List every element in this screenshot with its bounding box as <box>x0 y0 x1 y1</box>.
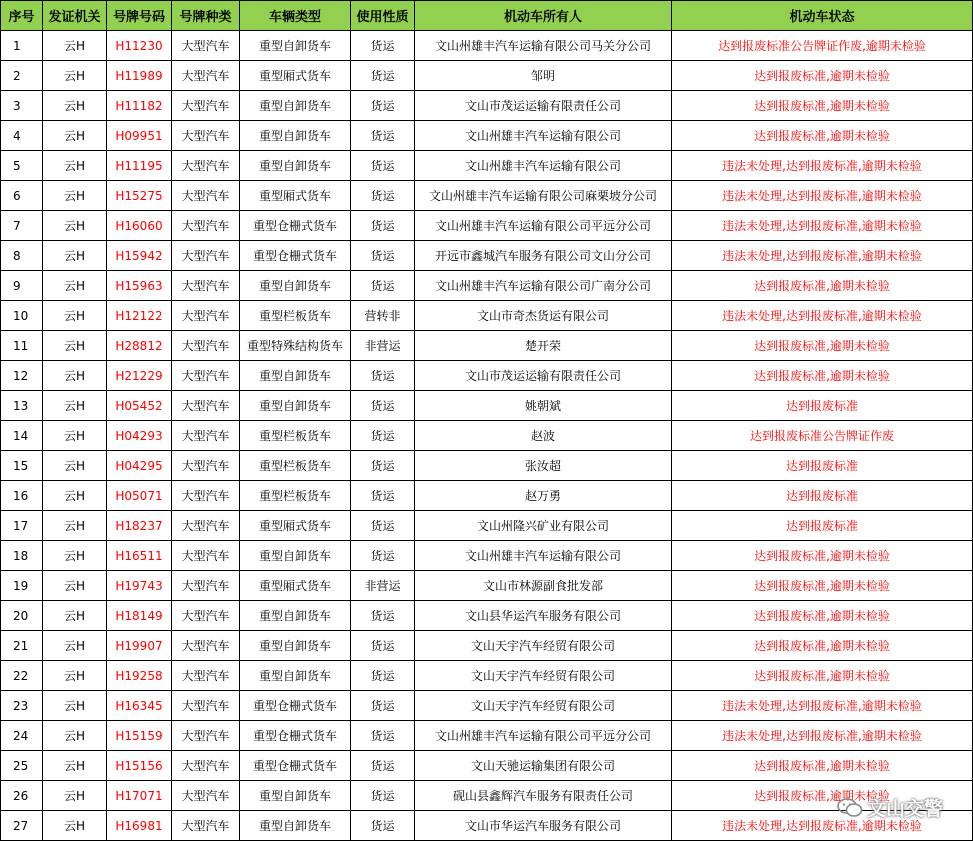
cell-vehicle-type: 重型自卸货车 <box>240 601 351 631</box>
cell-issuing-authority: 云H <box>43 361 107 391</box>
cell-usage: 非营运 <box>351 331 415 361</box>
cell-owner: 文山市奇杰货运有限公司 <box>415 301 672 331</box>
cell-usage: 货运 <box>351 211 415 241</box>
cell-issuing-authority: 云H <box>43 421 107 451</box>
cell-status: 违法未处理,达到报废标准,逾期未检验 <box>672 241 973 271</box>
cell-plate-number: H19258 <box>107 661 172 691</box>
cell-vehicle-type: 重型仓栅式货车 <box>240 751 351 781</box>
cell-issuing-authority: 云H <box>43 391 107 421</box>
cell-plate-number: H11182 <box>107 91 172 121</box>
cell-vehicle-type: 重型自卸货车 <box>240 811 351 841</box>
table-row <box>1 331 973 361</box>
table-row <box>1 151 973 181</box>
cell-usage: 货运 <box>351 751 415 781</box>
cell-status: 违法未处理,达到报废标准,逾期未检验 <box>672 301 973 331</box>
cell-issuing-authority: 云H <box>43 781 107 811</box>
cell-owner: 砚山县鑫辉汽车服务有限责任公司 <box>415 781 672 811</box>
cell-usage: 货运 <box>351 181 415 211</box>
cell-status: 达到报废标准 <box>672 391 973 421</box>
cell-issuing-authority: 云H <box>43 271 107 301</box>
cell-owner: 文山州雄丰汽车运输有限公司 <box>415 541 672 571</box>
cell-plate-type: 大型汽车 <box>172 511 240 541</box>
cell-seq: 18 <box>1 541 43 571</box>
cell-plate-number: H19907 <box>107 631 172 661</box>
cell-seq: 5 <box>1 151 43 181</box>
cell-usage: 货运 <box>351 511 415 541</box>
table-row <box>1 121 973 151</box>
cell-status: 违法未处理,达到报废标准,逾期未检验 <box>672 181 973 211</box>
table-row <box>1 61 973 91</box>
cell-plate-type: 大型汽车 <box>172 151 240 181</box>
cell-vehicle-type: 重型仓栅式货车 <box>240 241 351 271</box>
cell-issuing-authority: 云H <box>43 211 107 241</box>
cell-usage: 货运 <box>351 151 415 181</box>
table-row <box>1 541 973 571</box>
cell-seq: 25 <box>1 751 43 781</box>
cell-plate-type: 大型汽车 <box>172 661 240 691</box>
cell-issuing-authority: 云H <box>43 241 107 271</box>
cell-usage: 货运 <box>351 541 415 571</box>
cell-issuing-authority: 云H <box>43 811 107 841</box>
cell-vehicle-type: 重型仓栅式货车 <box>240 721 351 751</box>
cell-status: 达到报废标准,逾期未检验 <box>672 361 973 391</box>
cell-plate-type: 大型汽车 <box>172 61 240 91</box>
cell-plate-number: H04295 <box>107 451 172 481</box>
cell-seq: 7 <box>1 211 43 241</box>
cell-issuing-authority: 云H <box>43 481 107 511</box>
cell-vehicle-type: 重型自卸货车 <box>240 391 351 421</box>
cell-usage: 货运 <box>351 391 415 421</box>
cell-status: 达到报废标准,逾期未检验 <box>672 331 973 361</box>
cell-usage: 货运 <box>351 781 415 811</box>
cell-vehicle-type: 重型仓栅式货车 <box>240 691 351 721</box>
cell-usage: 货运 <box>351 421 415 451</box>
cell-owner: 文山州雄丰汽车运输有限公司 <box>415 121 672 151</box>
table-row <box>1 661 973 691</box>
table-row <box>1 511 973 541</box>
cell-issuing-authority: 云H <box>43 331 107 361</box>
cell-owner: 文山天宇汽车经贸有限公司 <box>415 631 672 661</box>
cell-seq: 11 <box>1 331 43 361</box>
cell-vehicle-type: 重型厢式货车 <box>240 511 351 541</box>
cell-issuing-authority: 云H <box>43 751 107 781</box>
cell-status: 达到报废标准公告牌证作废 <box>672 421 973 451</box>
cell-status: 违法未处理,达到报废标准,逾期未检验 <box>672 691 973 721</box>
cell-issuing-authority: 云H <box>43 121 107 151</box>
cell-plate-number: H15159 <box>107 721 172 751</box>
cell-seq: 1 <box>1 31 43 61</box>
cell-plate-type: 大型汽车 <box>172 301 240 331</box>
cell-usage: 货运 <box>351 361 415 391</box>
cell-usage: 货运 <box>351 601 415 631</box>
cell-plate-number: H12122 <box>107 301 172 331</box>
cell-plate-type: 大型汽车 <box>172 691 240 721</box>
cell-vehicle-type: 重型栏板货车 <box>240 481 351 511</box>
cell-plate-number: H17071 <box>107 781 172 811</box>
cell-usage: 货运 <box>351 241 415 271</box>
cell-plate-type: 大型汽车 <box>172 91 240 121</box>
cell-issuing-authority: 云H <box>43 721 107 751</box>
cell-owner: 文山州雄丰汽车运输有限公司马关分公司 <box>415 31 672 61</box>
cell-issuing-authority: 云H <box>43 91 107 121</box>
cell-vehicle-type: 重型自卸货车 <box>240 31 351 61</box>
cell-usage: 营转非 <box>351 301 415 331</box>
cell-issuing-authority: 云H <box>43 661 107 691</box>
cell-plate-type: 大型汽车 <box>172 541 240 571</box>
cell-plate-type: 大型汽车 <box>172 181 240 211</box>
cell-owner: 文山市茂运运输有限责任公司 <box>415 361 672 391</box>
cell-usage: 货运 <box>351 61 415 91</box>
cell-owner: 邹明 <box>415 61 672 91</box>
cell-plate-type: 大型汽车 <box>172 811 240 841</box>
cell-seq: 21 <box>1 631 43 661</box>
cell-seq: 2 <box>1 61 43 91</box>
cell-issuing-authority: 云H <box>43 631 107 661</box>
cell-usage: 非营运 <box>351 571 415 601</box>
cell-status: 达到报废标准,逾期未检验 <box>672 91 973 121</box>
header-plate-number: 号牌号码 <box>107 1 172 31</box>
table-row <box>1 421 973 451</box>
cell-plate-type: 大型汽车 <box>172 451 240 481</box>
cell-vehicle-type: 重型自卸货车 <box>240 121 351 151</box>
cell-owner: 文山州隆兴矿业有限公司 <box>415 511 672 541</box>
cell-seq: 23 <box>1 691 43 721</box>
table-row <box>1 751 973 781</box>
cell-plate-number: H15942 <box>107 241 172 271</box>
cell-issuing-authority: 云H <box>43 61 107 91</box>
cell-seq: 12 <box>1 361 43 391</box>
cell-owner: 文山州雄丰汽车运输有限公司麻栗坡分公司 <box>415 181 672 211</box>
cell-plate-type: 大型汽车 <box>172 391 240 421</box>
cell-seq: 22 <box>1 661 43 691</box>
cell-vehicle-type: 重型自卸货车 <box>240 271 351 301</box>
cell-plate-number: H15963 <box>107 271 172 301</box>
header-owner: 机动车所有人 <box>415 1 672 31</box>
cell-status: 达到报废标准 <box>672 511 973 541</box>
cell-plate-number: H16511 <box>107 541 172 571</box>
cell-plate-number: H16345 <box>107 691 172 721</box>
table-row <box>1 361 973 391</box>
cell-owner: 文山天驰运输集团有限公司 <box>415 751 672 781</box>
cell-status: 达到报废标准 <box>672 451 973 481</box>
cell-issuing-authority: 云H <box>43 691 107 721</box>
cell-usage: 货运 <box>351 451 415 481</box>
cell-usage: 货运 <box>351 661 415 691</box>
cell-vehicle-type: 重型自卸货车 <box>240 661 351 691</box>
cell-owner: 文山州雄丰汽车运输有限公司平远分公司 <box>415 211 672 241</box>
cell-issuing-authority: 云H <box>43 571 107 601</box>
header-vehicle-type: 车辆类型 <box>240 1 351 31</box>
cell-status: 达到报废标准,逾期未检验 <box>672 631 973 661</box>
cell-plate-number: H15275 <box>107 181 172 211</box>
cell-plate-number: H19743 <box>107 571 172 601</box>
cell-issuing-authority: 云H <box>43 151 107 181</box>
table-row <box>1 211 973 241</box>
header-vehicle-status: 机动车状态 <box>672 1 973 31</box>
cell-status: 达到报废标准,逾期未检验 <box>672 61 973 91</box>
cell-owner: 文山市茂运运输有限责任公司 <box>415 91 672 121</box>
cell-owner: 文山市华运汽车服务有限公司 <box>415 811 672 841</box>
cell-status: 违法未处理,达到报废标准,逾期未检验 <box>672 721 973 751</box>
cell-plate-type: 大型汽车 <box>172 121 240 151</box>
watermark <box>837 794 943 821</box>
cell-seq: 9 <box>1 271 43 301</box>
cell-seq: 4 <box>1 121 43 151</box>
cell-seq: 13 <box>1 391 43 421</box>
table-row <box>1 781 973 811</box>
cell-usage: 货运 <box>351 631 415 661</box>
cell-status: 达到报废标准,逾期未检验 <box>672 601 973 631</box>
cell-issuing-authority: 云H <box>43 301 107 331</box>
table-row <box>1 31 973 61</box>
cell-seq: 3 <box>1 91 43 121</box>
cell-vehicle-type: 重型厢式货车 <box>240 571 351 601</box>
table-row <box>1 391 973 421</box>
cell-plate-number: H18149 <box>107 601 172 631</box>
cell-seq: 17 <box>1 511 43 541</box>
cell-plate-type: 大型汽车 <box>172 781 240 811</box>
cell-owner: 文山州雄丰汽车运输有限公司广南分公司 <box>415 271 672 301</box>
cell-vehicle-type: 重型自卸货车 <box>240 361 351 391</box>
cell-seq: 10 <box>1 301 43 331</box>
cell-status: 达到报废标准,逾期未检验 <box>672 571 973 601</box>
cell-plate-type: 大型汽车 <box>172 481 240 511</box>
cell-owner: 文山州雄丰汽车运输有限公司平远分公司 <box>415 721 672 751</box>
cell-usage: 货运 <box>351 721 415 751</box>
cell-seq: 14 <box>1 421 43 451</box>
cell-owner: 张汝超 <box>415 451 672 481</box>
table-row <box>1 181 973 211</box>
cell-owner: 文山州雄丰汽车运输有限公司 <box>415 151 672 181</box>
cell-plate-number: H11230 <box>107 31 172 61</box>
cell-seq: 27 <box>1 811 43 841</box>
header-usage: 使用性质 <box>351 1 415 31</box>
cell-owner: 文山天宇汽车经贸有限公司 <box>415 691 672 721</box>
cell-seq: 26 <box>1 781 43 811</box>
cell-seq: 6 <box>1 181 43 211</box>
cell-vehicle-type: 重型自卸货车 <box>240 631 351 661</box>
cell-status: 违法未处理,达到报废标准,逾期未检验 <box>672 151 973 181</box>
cell-seq: 16 <box>1 481 43 511</box>
cell-vehicle-type: 重型自卸货车 <box>240 91 351 121</box>
cell-plate-type: 大型汽车 <box>172 751 240 781</box>
table-row <box>1 451 973 481</box>
cell-issuing-authority: 云H <box>43 511 107 541</box>
cell-status: 达到报废标准,逾期未检验 <box>672 751 973 781</box>
cell-status: 达到报废标准,逾期未检验 <box>672 271 973 301</box>
cell-vehicle-type: 重型自卸货车 <box>240 541 351 571</box>
cell-status: 违法未处理,达到报废标准,逾期未检验 <box>672 211 973 241</box>
cell-plate-type: 大型汽车 <box>172 721 240 751</box>
cell-status: 达到报废标准,逾期未检验 <box>672 781 973 811</box>
cell-plate-type: 大型汽车 <box>172 211 240 241</box>
cell-status: 达到报废标准,逾期未检验 <box>672 541 973 571</box>
cell-plate-number: H16060 <box>107 211 172 241</box>
cell-vehicle-type: 重型自卸货车 <box>240 151 351 181</box>
cell-vehicle-type: 重型仓栅式货车 <box>240 211 351 241</box>
cell-status: 违法未处理,达到报废标准,逾期未检验 <box>672 811 973 841</box>
cell-owner: 文山市林源副食批发部 <box>415 571 672 601</box>
table-row <box>1 271 973 301</box>
cell-plate-type: 大型汽车 <box>172 571 240 601</box>
cell-seq: 15 <box>1 451 43 481</box>
cell-issuing-authority: 云H <box>43 541 107 571</box>
table-row <box>1 481 973 511</box>
cell-vehicle-type: 重型厢式货车 <box>240 61 351 91</box>
cell-plate-number: H05071 <box>107 481 172 511</box>
cell-plate-number: H18237 <box>107 511 172 541</box>
cell-vehicle-type: 重型栏板货车 <box>240 421 351 451</box>
cell-usage: 货运 <box>351 481 415 511</box>
cell-vehicle-type: 重型厢式货车 <box>240 181 351 211</box>
cell-seq: 20 <box>1 601 43 631</box>
cell-plate-number: H21229 <box>107 361 172 391</box>
table-row <box>1 571 973 601</box>
cell-owner: 姚朝斌 <box>415 391 672 421</box>
wechat-icon <box>837 798 863 818</box>
header-seq: 序号 <box>1 1 43 31</box>
cell-owner: 开远市鑫城汽车服务有限公司文山分公司 <box>415 241 672 271</box>
cell-vehicle-type: 重型特殊结构货车 <box>240 331 351 361</box>
header-row <box>1 1 973 31</box>
cell-owner: 文山县华运汽车服务有限公司 <box>415 601 672 631</box>
cell-plate-type: 大型汽车 <box>172 631 240 661</box>
cell-status: 达到报废标准公告牌证作废,逾期未检验 <box>672 31 973 61</box>
cell-usage: 货运 <box>351 91 415 121</box>
cell-owner: 楚开荣 <box>415 331 672 361</box>
cell-owner: 赵波 <box>415 421 672 451</box>
cell-status: 达到报废标准,逾期未检验 <box>672 121 973 151</box>
table-body <box>1 31 973 841</box>
table-row <box>1 301 973 331</box>
cell-seq: 8 <box>1 241 43 271</box>
table-row <box>1 721 973 751</box>
cell-plate-type: 大型汽车 <box>172 361 240 391</box>
table-row <box>1 601 973 631</box>
cell-usage: 货运 <box>351 811 415 841</box>
cell-plate-number: H11989 <box>107 61 172 91</box>
cell-usage: 货运 <box>351 121 415 151</box>
cell-vehicle-type: 重型栏板货车 <box>240 301 351 331</box>
cell-issuing-authority: 云H <box>43 601 107 631</box>
header-plate-type: 号牌种类 <box>172 1 240 31</box>
cell-issuing-authority: 云H <box>43 451 107 481</box>
cell-plate-number: H16981 <box>107 811 172 841</box>
cell-status: 达到报废标准,逾期未检验 <box>672 661 973 691</box>
cell-plate-type: 大型汽车 <box>172 601 240 631</box>
cell-plate-type: 大型汽车 <box>172 421 240 451</box>
cell-plate-number: H04293 <box>107 421 172 451</box>
cell-issuing-authority: 云H <box>43 181 107 211</box>
cell-owner: 赵万勇 <box>415 481 672 511</box>
table-row <box>1 811 973 841</box>
cell-plate-type: 大型汽车 <box>172 331 240 361</box>
cell-plate-type: 大型汽车 <box>172 241 240 271</box>
cell-vehicle-type: 重型栏板货车 <box>240 451 351 481</box>
table-row <box>1 91 973 121</box>
cell-usage: 货运 <box>351 691 415 721</box>
cell-status: 达到报废标准 <box>672 481 973 511</box>
header-issuing-authority: 发证机关 <box>43 1 107 31</box>
cell-issuing-authority: 云H <box>43 31 107 61</box>
cell-vehicle-type: 重型自卸货车 <box>240 781 351 811</box>
cell-plate-number: H05452 <box>107 391 172 421</box>
table-row <box>1 631 973 661</box>
cell-owner: 文山天宇汽车经贸有限公司 <box>415 661 672 691</box>
cell-plate-type: 大型汽车 <box>172 31 240 61</box>
cell-plate-number: H15156 <box>107 751 172 781</box>
cell-plate-type: 大型汽车 <box>172 271 240 301</box>
cell-plate-number: H11195 <box>107 151 172 181</box>
table-row <box>1 691 973 721</box>
cell-plate-number: H09951 <box>107 121 172 151</box>
cell-seq: 19 <box>1 571 43 601</box>
cell-seq: 24 <box>1 721 43 751</box>
table-row <box>1 241 973 271</box>
cell-usage: 货运 <box>351 271 415 301</box>
watermark-text: 文山交警 <box>866 798 943 820</box>
cell-usage: 货运 <box>351 31 415 61</box>
cell-plate-number: H28812 <box>107 331 172 361</box>
